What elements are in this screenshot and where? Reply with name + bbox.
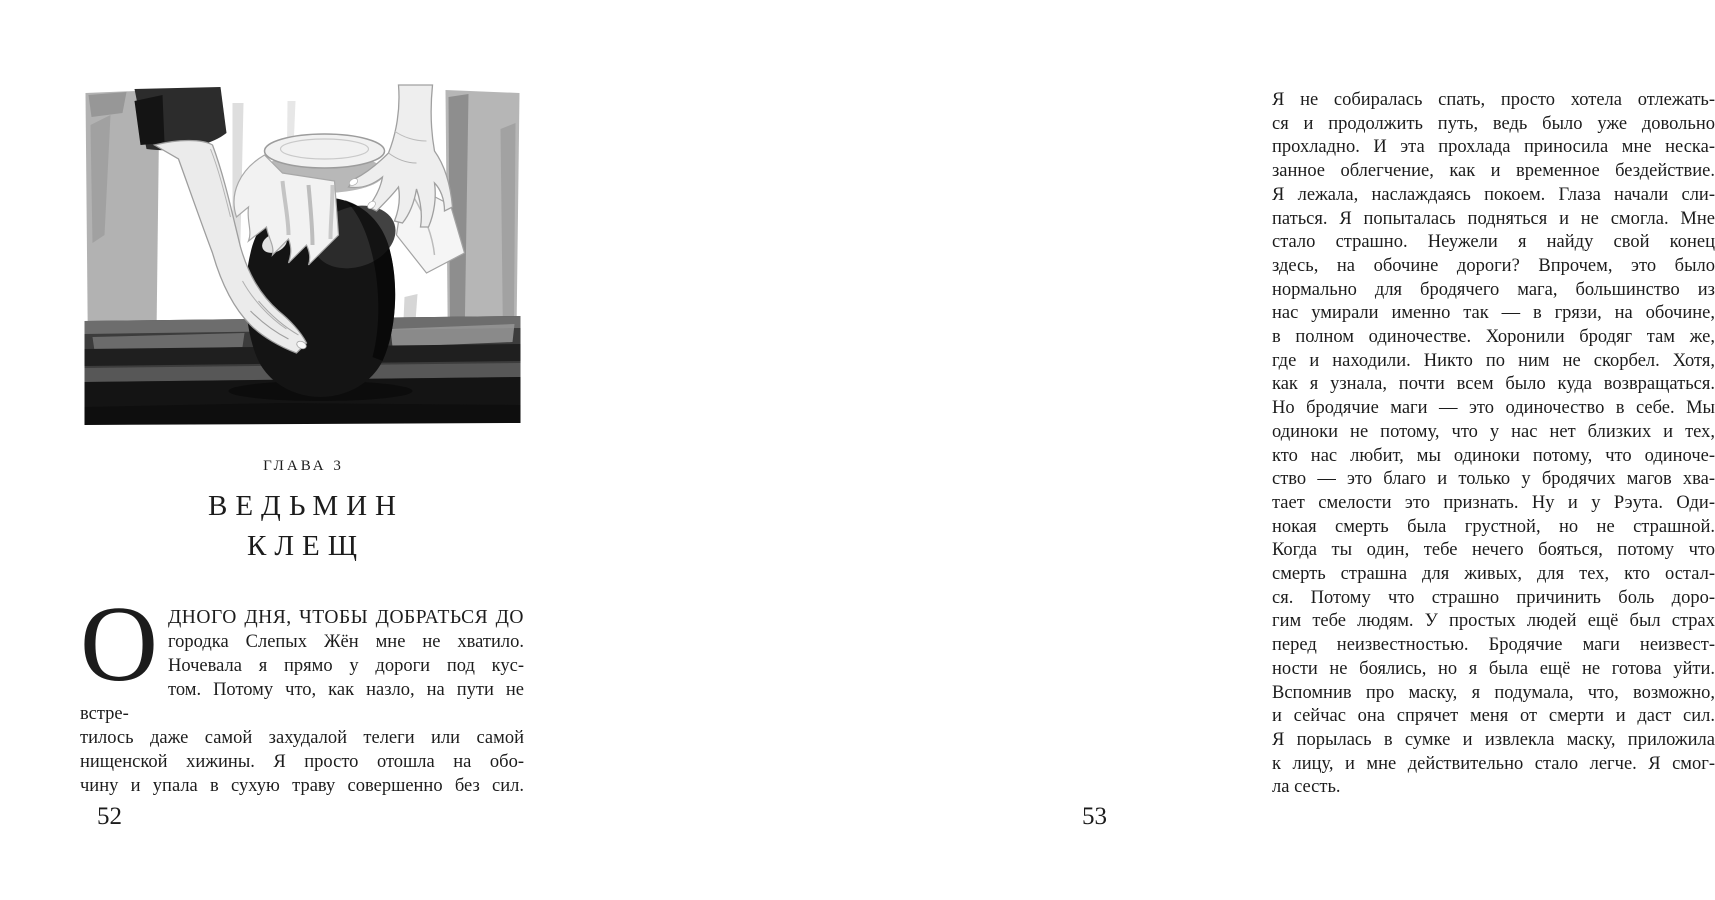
page-left xyxy=(0,0,600,900)
text-line: занное облегчение, как и временное бездействие. xyxy=(1272,161,1715,182)
text-line: Я лежала, наслаждаясь покоем. Глаза начали сли- xyxy=(1272,184,1715,205)
text-line: здесь, на обочине дороги? Впрочем, это было xyxy=(1272,255,1715,276)
text-line: нормально для бродячего мага, большинство из xyxy=(1272,279,1715,300)
chapter-title xyxy=(80,486,524,566)
text-line: ности не боялись, но я была ещё не готова уйти. xyxy=(1272,658,1715,679)
chapter-illustration xyxy=(82,85,523,425)
jug-illustration-svg xyxy=(82,85,523,425)
text-line: прохладно. И эта прохлада приносила мне неска- xyxy=(1272,137,1715,158)
text-line: нас умирали именно так — в грязи, на обочине, xyxy=(1272,303,1715,324)
text-line: Ночевала я прямо у дороги под кус- xyxy=(168,656,524,676)
page-right xyxy=(600,0,1715,900)
page-number-right: 53 xyxy=(1082,803,1107,830)
text-line: к лицу, и мне действительно стало легче. Я смог- xyxy=(1272,753,1715,774)
text-line: ство — это благо и только у бродячих магов хва- xyxy=(1272,469,1715,490)
text-line: городка Слепых Жён мне не хватило. xyxy=(168,632,524,652)
text-line: тилось даже самой захудалой телеги или самой xyxy=(80,728,524,748)
text-line: ся и продолжить путь, ведь было уже довольно xyxy=(1272,113,1715,134)
text-line: нокая смерть была грустной, но не страшной. xyxy=(1272,516,1715,537)
text-line: нищенской хижины. Я просто отошла на обо- xyxy=(80,752,524,772)
text-line: Я порылась в сумке и извлекла маску, приложила xyxy=(1272,729,1715,750)
text-line: Вспомнив про маску, я подумала, что, возможно, xyxy=(1272,682,1715,703)
text-line: как я узнала, почти всем было куда возвращаться. xyxy=(1272,374,1715,395)
text-line: перед неизвестностью. Бродячие маги неизвест- xyxy=(1272,635,1715,656)
text-line: тает смелости это признать. Ну и у Рэута. Оди- xyxy=(1272,492,1715,513)
right-page-text xyxy=(1272,89,1715,800)
text-line: ся. Потому что страшно причинить боль доро- xyxy=(1272,587,1715,608)
text-line: Когда ты один, тебе нечего бояться, потому что xyxy=(1272,540,1715,561)
first-line-text: ДНОГО ДНЯ, ЧТОБЫ ДОБРАТЬСЯ ДО xyxy=(168,607,524,628)
text-line: ла сесть. xyxy=(1272,777,1341,798)
text-line: ВЕДЬМИН xyxy=(207,490,404,522)
text-line: одиноки не потому, что у нас нет близких и тех, xyxy=(1272,421,1715,442)
text-line: том. Потому что, как назло, на пути не встре- xyxy=(80,680,524,724)
text-line: где и находили. Никто по ним не скорбел. Хотя, xyxy=(1272,350,1715,371)
text-line: гим тебе людям. У простых людей ещё был страх xyxy=(1272,611,1715,632)
text-line: кто нас любит, мы одиноки потому, что одиноче- xyxy=(1272,445,1715,466)
text-line: Но бродячие маги — это одиночество в себе. Мы xyxy=(1272,398,1715,419)
text-line: стало страшно. Неужели я найду свой конец xyxy=(1272,232,1715,253)
text-line: и сейчас она спрячет меня от смерти и даст сил. xyxy=(1272,706,1715,727)
left-page-text xyxy=(80,585,524,798)
page-number-left: 52 xyxy=(97,803,122,830)
text-line: в полном одиночестве. Хоронили бродяг там же, xyxy=(1272,327,1715,348)
chapter-kicker: ГЛАВА 3 xyxy=(263,458,344,474)
text-line: смерть страшна для живых, для тех, кто остал- xyxy=(1272,564,1715,585)
text-line: чину и упала в сухую траву совершенно без сил. xyxy=(80,776,524,796)
text-line: Я не собиралась спать, просто хотела отлежать- xyxy=(1272,90,1715,110)
dropcap-letter: О xyxy=(80,585,159,704)
text-line: паться. Я попыталась подняться и не смогла. Мне xyxy=(1272,208,1715,229)
text-line: КЛЕЩ xyxy=(247,530,365,562)
